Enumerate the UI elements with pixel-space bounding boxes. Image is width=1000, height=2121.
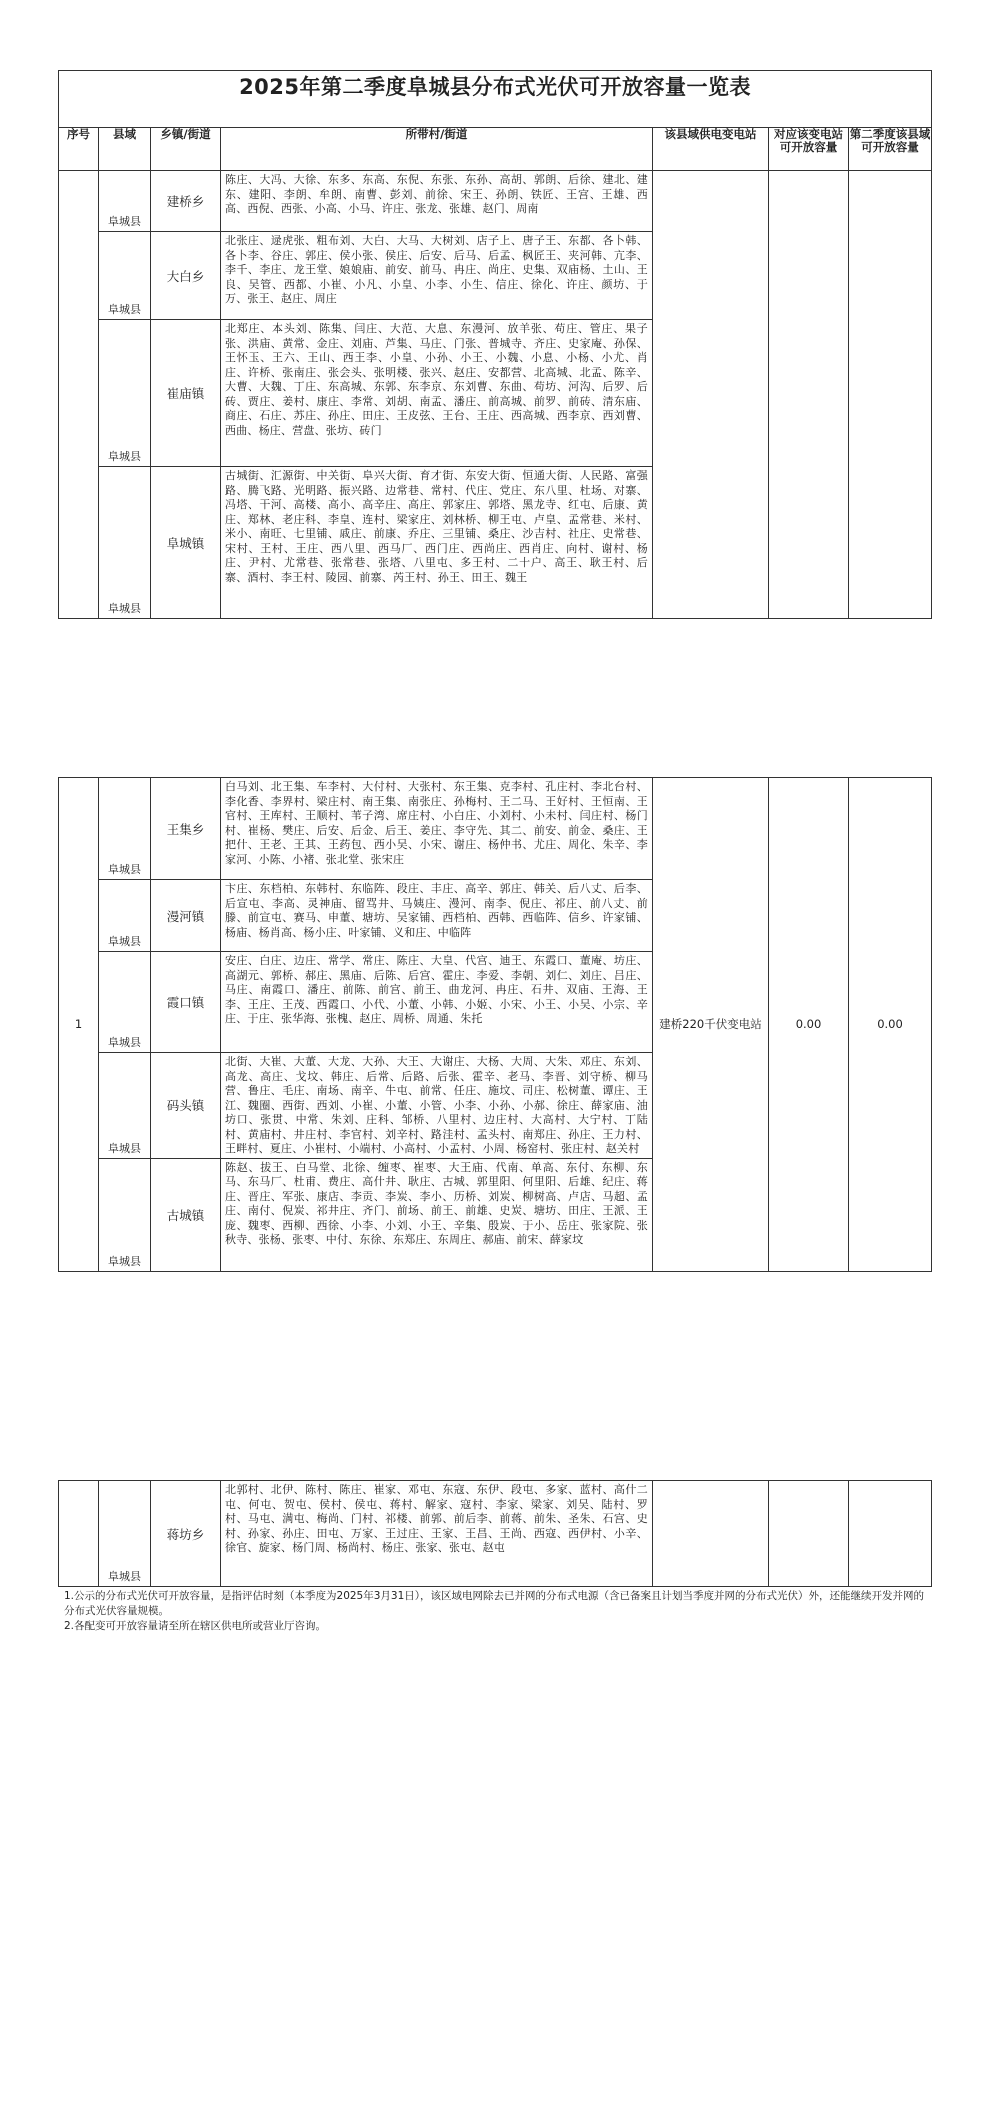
county-cell: 阜城县 [108, 450, 141, 463]
villages-cell: 北街、大崔、大董、大龙、大孙、大王、大谢庄、大杨、大周、大朱、邓庄、东刘、高龙、高庄、戈坟、韩庄、后常、后路、后张、霍辛、老马、李晋、刘守桥、柳马营、鲁庄、毛庄、南场、南辛、牛屯、前常、任庄、施坟、司庄、松树董、谭庄、王江、魏圈、西街、西刘、小崔、小董、小管、小李、小孙、小郝、徐庄、薛家庙、油坊口、张贯、中常、朱刘、庄科、邹桥、八里村、边庄村、大高村、大宁村、丁陆村、黄庙村、井庄村、李官村、刘辛村、路洼村、孟头村、南郑庄、孙庄、王力村、王畔村、夏庄、小崔村、小端村、小高村、小孟村、小周、杨窑村、张庄村、赵关村 [221, 1053, 653, 1159]
header-station-capacity: 对应该变电站可开放容量 [769, 128, 849, 171]
header-substation: 该县域供电变电站 [653, 128, 769, 171]
seq-cell: 1 [59, 778, 99, 1272]
villages-cell: 北郑庄、本头刘、陈集、闫庄、大范、大息、东漫河、放羊张、苟庄、管庄、果子张、洪庙、黄常、金庄、刘庙、芦集、马庄、门张、普城寺、齐庄、史家庵、孙保、王怀玉、王六、王山、西王李、小皇、小孙、小王、小魏、小息、小杨、小尤、肖庄、许桥、张南庄、张会头、张明楼、张兴、赵庄、安都营、北高城、北孟、陈辛、大曹、大魏、丁庄、东高城、东郭、东李京、东刘曹、东曲、苟坊、河沟、后罗、后砖、贾庄、姜村、康庄、李常、刘胡、南孟、潘庄、前高城、前罗、前砖、清东庙、商庄、石庄、苏庄、孙庄、田庄、王皮弦、王台、王庄、西高城、西李京、西刘曹、西曲、杨庄、营盘、张坊、砖门 [221, 320, 653, 467]
county-cell: 阜城县 [108, 863, 141, 876]
table-row [59, 778, 932, 880]
header-county-capacity: 第二季度该县域可开放容量 [849, 128, 932, 171]
county-cell: 阜城县 [108, 1570, 141, 1583]
footnote-1: 1.公示的分布式光伏可开放容量，是指评估时刻（本季度为2025年3月31日），该区域电网除去已并网的分布式电源（含已备案且计划当季度并网的分布式光伏）外，还能继续开发并网的分布式光伏容量规模。 [64, 1590, 925, 1617]
town-cell: 崔庙镇 [151, 320, 221, 467]
town-cell: 王集乡 [151, 778, 221, 880]
capacity-table-continued [58, 777, 932, 1272]
town-cell: 蒋坊乡 [151, 1481, 221, 1587]
villages-cell: 陈庄、大冯、大徐、东多、东高、东倪、东张、东孙、高胡、郭朗、后徐、建北、建东、建阳、李朗、牟朗、南曹、彭刘、前徐、宋王、孙朗、铁匠、王宫、王雄、西高、西倪、西张、小高、小马、许庄、张龙、张雄、赵门、周南 [221, 171, 653, 232]
villages-cell: 北张庄、逯虎张、粗布刘、大白、大马、大树刘、店子上、唐子王、东都、各卜韩、各卜李、谷庄、郭庄、侯小张、侯庄、后安、后马、后孟、枫匠王、夹河韩、亢李、李千、李庄、龙王堂、娘娘庙、前安、前马、冉庄、尚庄、史集、双庙杨、土山、王良、吴管、西都、小崔、小凡、小皇、小李、小生、信庄、徐化、许庄、颜坊、于万、张王、赵庄、周庄 [221, 232, 653, 320]
county-capacity-cell: 0.00 [849, 778, 932, 1272]
county-cell: 阜城县 [108, 303, 141, 316]
page-title: 2025年第二季度阜城县分布式光伏可开放容量一览表 [59, 71, 932, 128]
town-cell: 古城镇 [151, 1158, 221, 1271]
county-cell: 阜城县 [108, 602, 141, 615]
capacity-table [58, 70, 932, 619]
header-town: 乡镇/街道 [151, 128, 221, 171]
county-cell: 阜城县 [108, 1141, 141, 1155]
footnotes [64, 1589, 934, 1634]
footnote-2: 2.各配变可开放容量请至所在辖区供电所或营业厅咨询。 [64, 1620, 327, 1632]
town-cell: 建桥乡 [151, 171, 221, 232]
capacity-table-end [58, 1480, 932, 1587]
town-cell: 漫河镇 [151, 880, 221, 952]
header-villages: 所带村/街道 [221, 128, 653, 171]
county-cell: 阜城县 [108, 935, 141, 948]
villages-cell: 北郭村、北伊、陈村、陈庄、崔家、邓屯、东寇、东伊、段屯、多家、蓝村、高什二屯、何屯、贺屯、侯村、侯屯、蒋村、解家、寇村、李家、梁家、刘吴、陆村、罗村、马屯、满屯、梅尚、门村、祁楼、前郭、前后李、前蒋、前朱、圣朱、石宫、史村、孙家、孙庄、田屯、万家、王过庄、王家、王昌、王尚、西寇、西伊村、小辛、徐官、旋家、杨门周、杨尚村、杨庄、张家、张屯、赵屯 [221, 1481, 653, 1587]
table-fragment-2 [58, 777, 931, 1272]
villages-cell: 古城街、汇源街、中关街、阜兴大街、育才街、东安大街、恒通大街、人民路、富强路、腾飞路、光明路、振兴路、边常巷、常村、代庄、党庄、东八里、杜场、对寨、冯塔、干河、高楼、高小、高辛庄、高庄、郭家庄、郭塔、黑龙寺、红屯、后康、黄庄、郑林、老庄科、李皇、连村、梁家庄、刘林桥、柳王屯、卢皇、孟常巷、米村、米小、南旺、七里铺、戚庄、前康、乔庄、三里铺、桑庄、沙吉村、社庄、史常巷、宋村、王村、王庄、西八里、西马厂、西门庄、西尚庄、西肖庄、向村、谢村、杨庄、尹村、尤常巷、张常巷、张塔、八里屯、多王村、二十户、高王、耿王村、后寨、酒村、李王村、陵园、前寨、芮王村、孙王、田王、魏王 [221, 467, 653, 619]
station-capacity-cell: 0.00 [769, 778, 849, 1272]
county-cell: 阜城县 [108, 1036, 141, 1049]
table-row [59, 1481, 932, 1587]
substation-cell: 建桥220千伏变电站 [653, 778, 769, 1272]
table-row [59, 171, 932, 232]
county-cell: 阜城县 [108, 215, 141, 228]
town-cell: 大白乡 [151, 232, 221, 320]
town-cell: 阜城镇 [151, 467, 221, 619]
villages-cell: 卞庄、东档柏、东韩村、东临阵、段庄、丰庄、高辛、郭庄、韩关、后八丈、后李、后宣屯、李高、灵神庙、留骂井、马姨庄、漫河、南李、倪庄、祁庄、前八丈、前滕、前宣屯、赛马、申董、塘坊、吴家铺、西档柏、西韩、西临阵、信乡、许家铺、杨庙、杨肖高、杨小庄、叶家铺、义和庄、中临阵 [221, 880, 653, 952]
town-cell: 码头镇 [151, 1053, 221, 1159]
county-cell: 阜城县 [108, 1254, 141, 1268]
villages-cell: 陈赵、拔王、白马堂、北徐、缠枣、崔枣、大王庙、代南、单高、东付、东柳、东马、东马厂、杜甫、费庄、高什井、耿庄、古城、郭里阳、何里阳、后雄、纪庄、蒋庄、晋庄、军张、康店、李贡、李炭、李小、历桥、刘炭、柳树高、卢店、马超、孟庄、南付、倪炭、祁井庄、齐门、前场、前王、前雄、史炭、塘坊、田庄、王派、王庞、魏枣、西柳、西徐、小李、小刘、小王、辛集、殷炭、于小、岳庄、张家院、张秋寺、张杨、张枣、中付、东徐、东郑庄、东周庄、郝庙、前宋、薛家坟 [221, 1158, 653, 1271]
villages-cell: 白马刘、北王集、车李村、大付村、大张村、东王集、克李村、孔庄村、李北台村、李化香、李界村、梁庄村、南王集、南张庄、孙梅村、王二马、王好村、王恒南、王官村、王库村、王顺村、苇子湾、席庄村、小白庄、小刘村、小未村、闫庄村、杨门村、崔杨、樊庄、后安、后金、后王、姜庄、李守先、其二、前安、前金、桑庄、王把什、王老、王其、王药包、西小吴、小宋、谢庄、杨仲书、尤庄、周化、朱辛、李家河、小陈、小褚、张北堂、张宋庄 [221, 778, 653, 880]
header-seq: 序号 [59, 128, 99, 171]
header-county: 县域 [99, 128, 151, 171]
villages-cell: 安庄、白庄、边庄、常学、常庄、陈庄、大皇、代宫、迪王、东霞口、董庵、坊庄、高湖元、郭桥、郝庄、黑庙、后陈、后宫、霍庄、李爱、李朝、刘仁、刘庄、吕庄、马庄、南霞口、潘庄、前陈、前宫、前王、曲龙河、冉庄、石井、双庙、王海、王李、王庄、王茂、西霞口、小代、小董、小韩、小姬、小宋、小王、小吴、小宗、辛庄、于庄、张华海、张槐、赵庄、周桥、周通、朱托 [221, 952, 653, 1053]
table-fragment-1 [58, 70, 931, 619]
table-fragment-3 [58, 1480, 931, 1587]
town-cell: 霞口镇 [151, 952, 221, 1053]
